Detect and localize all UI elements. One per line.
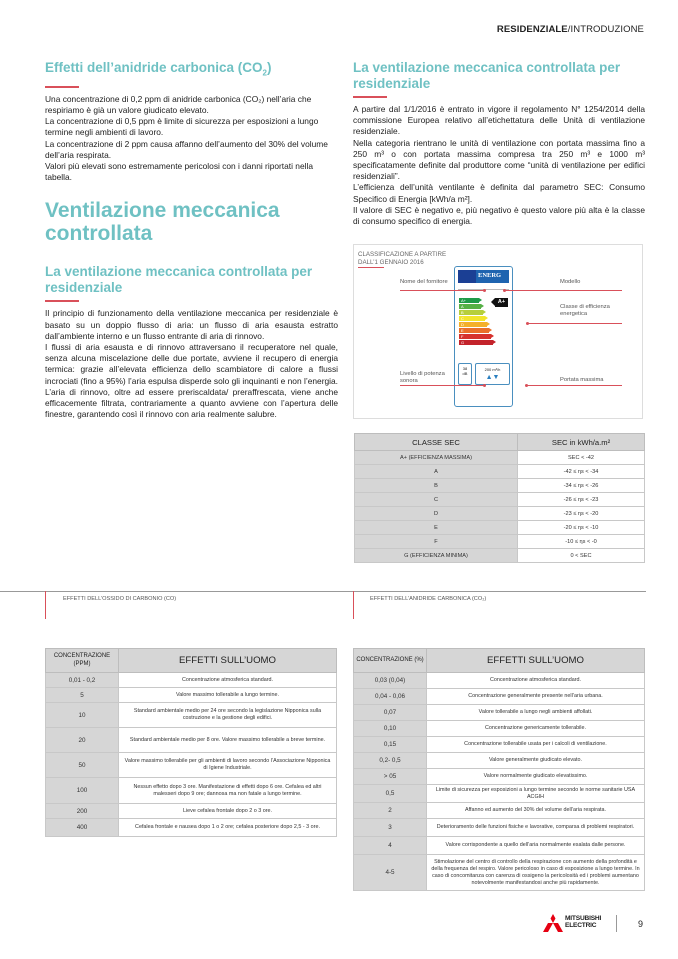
concentration: 0,03 (0,04) bbox=[354, 673, 427, 689]
callout-sound-power: Livello di potenza sonora bbox=[400, 371, 445, 384]
class-bar-e: E bbox=[459, 328, 489, 333]
class-bar-g: G bbox=[459, 340, 493, 345]
heading-underline bbox=[353, 96, 387, 98]
co2-effects-table bbox=[353, 648, 645, 891]
sec-class: D bbox=[355, 507, 518, 521]
effect: Standard ambientale medio per 24 ore secondo la legislazione Nipponica sulla costruzione e la gestione degli edifici. bbox=[119, 703, 337, 728]
page-number: 9 bbox=[638, 919, 644, 929]
energy-class-arrow: A+ bbox=[495, 298, 508, 307]
concentration: 0,2- 0,5 bbox=[354, 753, 427, 769]
table-row bbox=[355, 535, 645, 549]
regulation-text bbox=[353, 104, 645, 227]
column-header: SEC in kWh/a.m² bbox=[518, 434, 645, 451]
concentration: 0,15 bbox=[354, 737, 427, 753]
footer-separator bbox=[616, 915, 617, 932]
table-row bbox=[354, 705, 645, 721]
label-brand: ENERG bbox=[478, 272, 502, 279]
callout-line bbox=[526, 385, 622, 386]
fan-icon: ▲▼ bbox=[485, 374, 500, 381]
effect: Deterioramento delle funzioni fisiche e lavorative, comparsa di problemi respiratori. bbox=[427, 819, 645, 837]
class-bar-a-plus: A+ bbox=[459, 298, 479, 303]
effect: Affanno ed aumento del 30% del volume dell’aria respirata. bbox=[427, 803, 645, 819]
sec-range: -26 ≤ ηs < -23 bbox=[518, 493, 645, 507]
column-header: EFFETTI SULL’UOMO bbox=[427, 649, 645, 673]
table-row bbox=[355, 493, 645, 507]
concentration: 10 bbox=[46, 703, 119, 728]
callout-efficiency-class: Classe di efficienza energetica bbox=[560, 304, 610, 317]
effect: Valore generalmente giudicato elevato. bbox=[427, 753, 645, 769]
table-row bbox=[355, 521, 645, 535]
concentration: 100 bbox=[46, 778, 119, 804]
concentration: 0,07 bbox=[354, 705, 427, 721]
co-section-label: EFFETTI DELL’OSSIDO DI CARBONIO (CO) bbox=[63, 596, 177, 602]
sec-class: C bbox=[355, 493, 518, 507]
paragraph: L’efficienza dell’unità ventilante è definita dal parametro SEC: Consumo Specifico di Energia [kWh/a m²]. bbox=[353, 182, 645, 204]
paragraph: Il principio di funzionamento della ventilazione meccanica per residenziale è basato su un doppio flusso di aria: un flusso di aria esausta estratto dall’ambiente interno e un flusso entrante di aria di rinnovo. bbox=[45, 308, 338, 341]
co2-effects-text bbox=[45, 94, 338, 184]
eu-flag-icon bbox=[458, 270, 476, 283]
paragraph: Nella categoria rientrano le unità di ventilazione con portata massima fino a 250 m³ o con portata massima compresa tra 250 m³ e 1000 m³ specificatamente definite dal produttore come “unità di ventilazione per edifici residenziali”. bbox=[353, 137, 645, 182]
table-row bbox=[355, 549, 645, 563]
sound-unit: dB bbox=[462, 371, 468, 376]
effect: Concentrazione atmosferica standard. bbox=[119, 673, 337, 688]
effect: Concentrazione generalmente presente nell’aria urbana. bbox=[427, 689, 645, 705]
vmc-heading: La ventilazione meccanica controllata per residenziale bbox=[45, 264, 313, 296]
breadcrumb-section: RESIDENZIALE bbox=[496, 24, 568, 35]
sec-range: -34 ≤ ηs < -26 bbox=[518, 479, 645, 493]
table-row bbox=[355, 451, 645, 465]
column-header: CLASSE SEC bbox=[355, 434, 518, 451]
table-row bbox=[46, 728, 337, 753]
callout-line bbox=[400, 290, 485, 291]
concentration: 4 bbox=[354, 837, 427, 855]
sec-class: F bbox=[355, 535, 518, 549]
effect: Valore massimo tollerabile a lungo termine. bbox=[119, 688, 337, 703]
brand-line-1: MITSUBISHI bbox=[565, 915, 602, 922]
max-flow-box bbox=[475, 363, 510, 385]
callout-dot bbox=[526, 322, 529, 325]
class-bar-d: D bbox=[459, 322, 487, 327]
callout-model: Modello bbox=[560, 279, 581, 285]
table-header-row bbox=[354, 649, 645, 673]
regulation-heading: La ventilazione meccanica controllata per residenziale bbox=[353, 60, 621, 91]
callout-supplier: Nome del fornitore bbox=[400, 279, 448, 285]
effect: Standard ambientale medio per 8 ore. Valore massimo tollerabile a breve termine. bbox=[119, 728, 337, 753]
effect: Valore tollerabile a lungo negli ambienti affollati. bbox=[427, 705, 645, 721]
effect: Stimolazione del centro di controllo della respirazione con aumento della profondità e della frequenza del respiro. Valore pericoloso in caso di esposizione a lungo termine. In caso di concomitanza con carenza di ossigeno la pericolosità ed i problemi aumentano notevolmente manifestandosi anche più rapidamente. bbox=[427, 855, 645, 891]
callout-line bbox=[400, 385, 485, 386]
table-row bbox=[354, 737, 645, 753]
table-row bbox=[354, 819, 645, 837]
callout-dot bbox=[503, 289, 506, 292]
column-header: CONCENTRAZIONE (%) bbox=[354, 649, 427, 673]
mitsubishi-electric-logo bbox=[543, 914, 602, 937]
table-row bbox=[46, 753, 337, 778]
co-effects-table bbox=[45, 648, 337, 837]
table-row bbox=[354, 721, 645, 737]
callout-dot bbox=[525, 384, 528, 387]
concentration: 0,01 - 0,2 bbox=[46, 673, 119, 688]
brand-line-2: ELECTRIC bbox=[565, 922, 597, 929]
co2-section-label: EFFETTI DELL’ANIDRIDE CARBONICA (CO₂) bbox=[370, 596, 487, 602]
concentration: 0,04 - 0,06 bbox=[354, 689, 427, 705]
sec-range: -42 ≤ ηs < -34 bbox=[518, 465, 645, 479]
caption-underline bbox=[358, 267, 384, 268]
table-row bbox=[46, 673, 337, 688]
effect: Valore normalmente giudicato elevatissimo. bbox=[427, 769, 645, 785]
three-diamonds-icon bbox=[543, 914, 563, 932]
table-row bbox=[355, 465, 645, 479]
sound-value: 38 bbox=[462, 366, 468, 371]
paragraph: Una concentrazione di 0,2 ppm di anidride carbonica (CO₂) nell’aria che respiriamo è già un valore giudicato elevato. bbox=[45, 93, 312, 115]
co2-heading-subscript: 2 bbox=[262, 68, 267, 78]
co2-effects-heading bbox=[45, 60, 338, 82]
energy-label-figure bbox=[353, 244, 643, 419]
breadcrumb-subsection: /INTRODUZIONE bbox=[567, 24, 644, 35]
sound-power-box bbox=[458, 363, 472, 385]
class-bar-a: A bbox=[459, 304, 481, 309]
callout-dot bbox=[483, 384, 486, 387]
flow-value: 200 m³/h bbox=[484, 367, 501, 372]
co2-heading-text: Effetti dell’anidride carbonica (CO bbox=[45, 60, 263, 75]
sec-range: 0 < SEC bbox=[518, 549, 645, 563]
paragraph: La concentrazione di 0,5 ppm è limite di sicurezza per esposizioni a lungo termine negli ambienti di lavoro. bbox=[45, 116, 319, 138]
effect: Cefalea frontale e nausea dopo 1 o 2 ore; cefalea posteriore dopo 2,5 - 3 ore. bbox=[119, 819, 337, 837]
table-row bbox=[355, 479, 645, 493]
concentration: 4-5 bbox=[354, 855, 427, 891]
table-row bbox=[354, 803, 645, 819]
breadcrumb bbox=[497, 24, 644, 35]
table-row bbox=[354, 769, 645, 785]
label-header bbox=[458, 270, 509, 283]
heading-underline bbox=[45, 300, 79, 302]
table-row bbox=[354, 689, 645, 705]
concentration: 50 bbox=[46, 753, 119, 778]
effect: Concentrazione atmosferica standard. bbox=[427, 673, 645, 689]
brand-name bbox=[565, 915, 601, 929]
table-row bbox=[46, 703, 337, 728]
class-bar-b: B bbox=[459, 310, 483, 315]
effect: Nessun effetto dopo 3 ore. Manifestazione di effetti dopo 6 ore. Cefalea ed altri malesseri dopo 9 ore; dannosa ma non fatale a lungo termine. bbox=[119, 778, 337, 804]
table-header-row bbox=[355, 434, 645, 451]
table-row bbox=[355, 507, 645, 521]
paragraph: La concentrazione di 2 ppm causa affanno dell’aumento del 30% del volume dell’aria respirata. bbox=[45, 138, 328, 160]
concentration: 0,5 bbox=[354, 785, 427, 803]
right-column bbox=[353, 60, 645, 227]
concentration: 2 bbox=[354, 803, 427, 819]
figure-caption: CLASSIFICAZIONE A PARTIRE DALL’1 GENNAIO 2016 bbox=[358, 251, 447, 266]
table-row bbox=[46, 804, 337, 819]
sec-class: E bbox=[355, 521, 518, 535]
table-row bbox=[354, 673, 645, 689]
class-bar-c: C bbox=[459, 316, 485, 321]
concentration: 3 bbox=[354, 819, 427, 837]
sec-range: -23 ≤ ηs < -20 bbox=[518, 507, 645, 521]
effect: Valore massimo tollerabile per gli ambienti di lavoro secondo l’Associazione Nipponica di Igiene Industriale. bbox=[119, 753, 337, 778]
table-row bbox=[354, 855, 645, 891]
concentration: > 05 bbox=[354, 769, 427, 785]
left-column bbox=[45, 60, 338, 420]
table-row bbox=[354, 837, 645, 855]
table-row bbox=[46, 778, 337, 804]
sec-class-table bbox=[354, 433, 645, 563]
column-header: EFFETTI SULL’UOMO bbox=[119, 649, 337, 673]
callout-max-flow: Portata massima bbox=[560, 377, 604, 383]
effect: Limite di sicurezza per esposizioni a lungo termine secondo le norme sanitarie USA ACGIH bbox=[427, 785, 645, 803]
table-row bbox=[46, 819, 337, 837]
sec-range: -20 ≤ ηs < -10 bbox=[518, 521, 645, 535]
table-row bbox=[46, 688, 337, 703]
concentration: 200 bbox=[46, 804, 119, 819]
sec-class: G (EFFICIENZA MINIMA) bbox=[355, 549, 518, 563]
table-header-row bbox=[46, 649, 337, 673]
callout-dot bbox=[483, 289, 486, 292]
section-marker bbox=[353, 591, 354, 619]
sec-range: SEC < -42 bbox=[518, 451, 645, 465]
section-marker bbox=[45, 591, 46, 619]
sec-range: -10 ≤ ηs < -0 bbox=[518, 535, 645, 549]
page-title: Ventilazione meccanica controllata bbox=[45, 199, 280, 246]
co2-heading-end: ) bbox=[267, 60, 272, 75]
callout-line bbox=[527, 323, 622, 324]
vmc-text bbox=[45, 308, 338, 420]
sec-class: B bbox=[355, 479, 518, 493]
effect: Lieve cefalea frontale dopo 2 o 3 ore. bbox=[119, 804, 337, 819]
section-divider bbox=[0, 591, 646, 592]
heading-underline bbox=[45, 86, 79, 88]
paragraph: I flussi di aria esausta e di rinnovo attraversano il recuperatore nel quale, senza alcuna miscelazione delle due portate, avviene il recupero di energia termica: grazie all’elevata efficienza dello scambiatore di calore a flussi incrociati (fino a 95%) l’aria espulsa disperde solo gli inquinanti e non l’energia. L’aria di rinnovo, oltre ad essere preriscaldata/ preraffrescata, viene anche efficacemente filtrata, contrariamente a quanto avviene con l’apertura delle finestre, garantendo così il rinnovo con aria realmente salubre. bbox=[45, 341, 338, 420]
effect: Valore corrispondente a quello dell’aria normalmente esalata dalle persone. bbox=[427, 837, 645, 855]
concentration: 5 bbox=[46, 688, 119, 703]
concentration: 0,10 bbox=[354, 721, 427, 737]
paragraph: Il valore di SEC è negativo e, più negativo è questo valore più alta è la classe di consumo specifico di energia. bbox=[353, 204, 645, 227]
class-bar-f: F bbox=[459, 334, 491, 339]
concentration: 400 bbox=[46, 819, 119, 837]
table-row bbox=[354, 785, 645, 803]
effect: Concentrazione genericamente tollerabile. bbox=[427, 721, 645, 737]
sec-class: A bbox=[355, 465, 518, 479]
sec-class: A+ (EFFICIENZA MASSIMA) bbox=[355, 451, 518, 465]
concentration: 20 bbox=[46, 728, 119, 753]
effect: Concentrazione tollerabile usata per i calcoli di ventilazione. bbox=[427, 737, 645, 753]
paragraph: Valori più elevati sono estremamente pericolosi con i danni riportati nella tabella. bbox=[45, 160, 313, 183]
paragraph: A partire dal 1/1/2016 è entrato in vigore il regolamento N° 1254/2014 della commissione Europea relativo all’etichettatura delle Unità di ventilazione residenziale. bbox=[353, 104, 645, 137]
table-row bbox=[354, 753, 645, 769]
column-header: CONCENTRAZIONE (PPM) bbox=[46, 649, 119, 673]
callout-line bbox=[504, 290, 622, 291]
